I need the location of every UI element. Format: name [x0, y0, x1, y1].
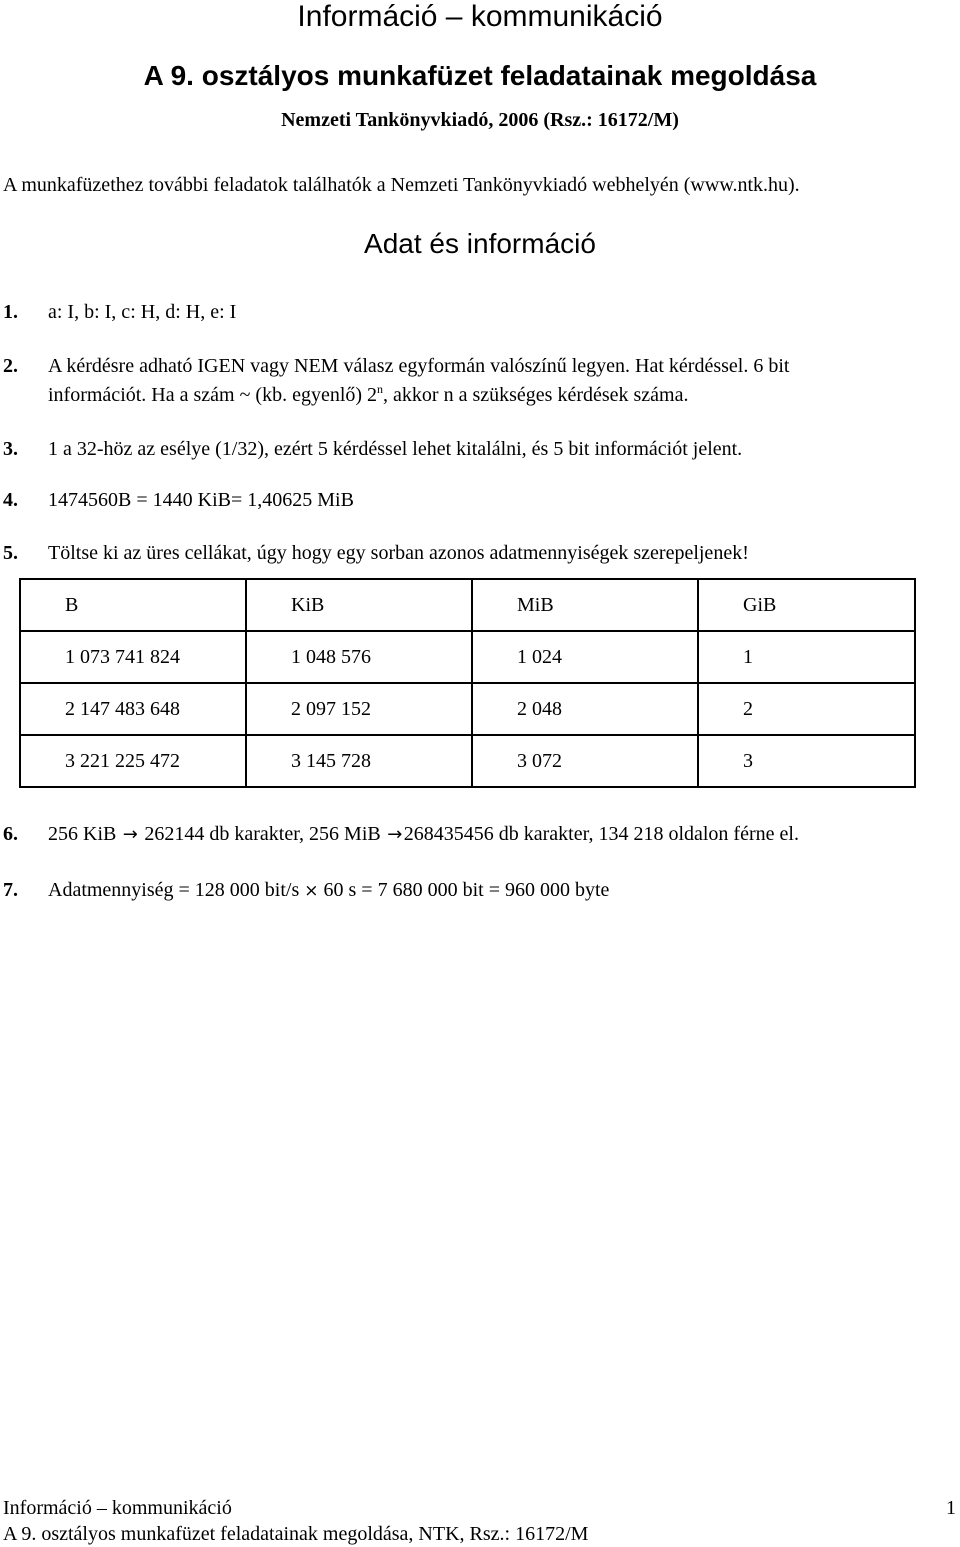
table-row — [20, 683, 915, 735]
footer-subtitle: A 9. osztályos munkafüzet feladatainak megoldása, NTK, Rsz.: 16172/M — [3, 1523, 589, 1545]
publisher-line: Nemzeti Tankönyvkiadó, 2006 (Rsz.: 16172/M) — [281, 109, 679, 131]
table-cell: 3 — [698, 735, 915, 787]
table-cell: 2 — [698, 683, 915, 735]
right-arrow-icon: → — [122, 824, 138, 845]
item-text-part: 60 s = 7 680 000 bit = 960 000 byte — [318, 879, 610, 901]
item-number: 6. — [3, 823, 18, 845]
item-text-part: 268435456 db karakter, 134 218 oldalon férne el. — [403, 823, 799, 845]
table-row — [20, 735, 915, 787]
table-cell: 1 073 741 824 — [20, 631, 246, 683]
table-cell: 3 145 728 — [246, 735, 472, 787]
table-header-cell: B — [20, 579, 246, 631]
multiply-icon: × — [304, 881, 319, 901]
intro-text: A munkafüzethez további feladatok találhatók a Nemzeti Tankönyvkiadó webhelyén (www.ntk.hu). — [3, 174, 800, 196]
item-text: a: I, b: I, c: H, d: H, e: I — [48, 301, 237, 323]
item-text-line1: A kérdésre adható IGEN vagy NEM válasz egyformán valószínű legyen. Hat kérdéssel. 6 bit — [48, 355, 790, 377]
table-header-row — [20, 579, 915, 631]
table-cell: 1 — [698, 631, 915, 683]
table-cell: 3 221 225 472 — [20, 735, 246, 787]
item-text-part: Adatmennyiség = 128 000 bit/s — [48, 879, 305, 901]
item-text: 1 a 32-höz az esélye (1/32), ezért 5 kérdéssel lehet kitalálni, és 5 bit információt jelent. — [48, 438, 743, 460]
table-cell: 1 048 576 — [246, 631, 472, 683]
data-size-table — [19, 578, 916, 788]
item-number: 2. — [3, 355, 18, 377]
page-title: Információ – kommunikáció — [297, 0, 663, 33]
table-cell: 3 072 — [472, 735, 698, 787]
table-header-cell: MiB — [472, 579, 698, 631]
item-text: Töltse ki az üres cellákat, úgy hogy egy sorban azonos adatmennyiségek szerepeljenek! — [48, 542, 749, 564]
item-text — [48, 819, 799, 850]
right-arrow-icon: → — [387, 824, 403, 845]
item-number: 7. — [3, 879, 18, 901]
item-text-part: információt. Ha a szám ~ (kb. egyenlő) 2 — [48, 384, 378, 406]
item-number: 3. — [3, 438, 18, 460]
item-text: 1474560B = 1440 KiB= 1,40625 MiB — [48, 489, 354, 511]
table-cell: 2 048 — [472, 683, 698, 735]
table-cell: 1 024 — [472, 631, 698, 683]
item-text-part: , akkor n a szükséges kérdések száma. — [383, 384, 689, 406]
item-text-line2 — [48, 380, 689, 410]
table-header-cell: GiB — [698, 579, 915, 631]
superscript: n — [377, 382, 384, 396]
page-number: 1 — [946, 1497, 956, 1519]
table-header-cell: KiB — [246, 579, 472, 631]
table-cell: 2 097 152 — [246, 683, 472, 735]
item-text-part: 262144 db karakter, 256 MiB — [139, 823, 386, 845]
section-title: Adat és információ — [364, 228, 596, 259]
item-number: 1. — [3, 301, 18, 323]
footer-title: Információ – kommunikáció — [3, 1497, 232, 1519]
item-number: 5. — [3, 542, 18, 564]
item-text — [48, 875, 609, 906]
item-number: 4. — [3, 489, 18, 511]
table-row — [20, 631, 915, 683]
table-cell: 2 147 483 648 — [20, 683, 246, 735]
item-text-part: 256 KiB — [48, 823, 122, 845]
page-subtitle: A 9. osztályos munkafüzet feladatainak megoldása — [143, 60, 817, 91]
